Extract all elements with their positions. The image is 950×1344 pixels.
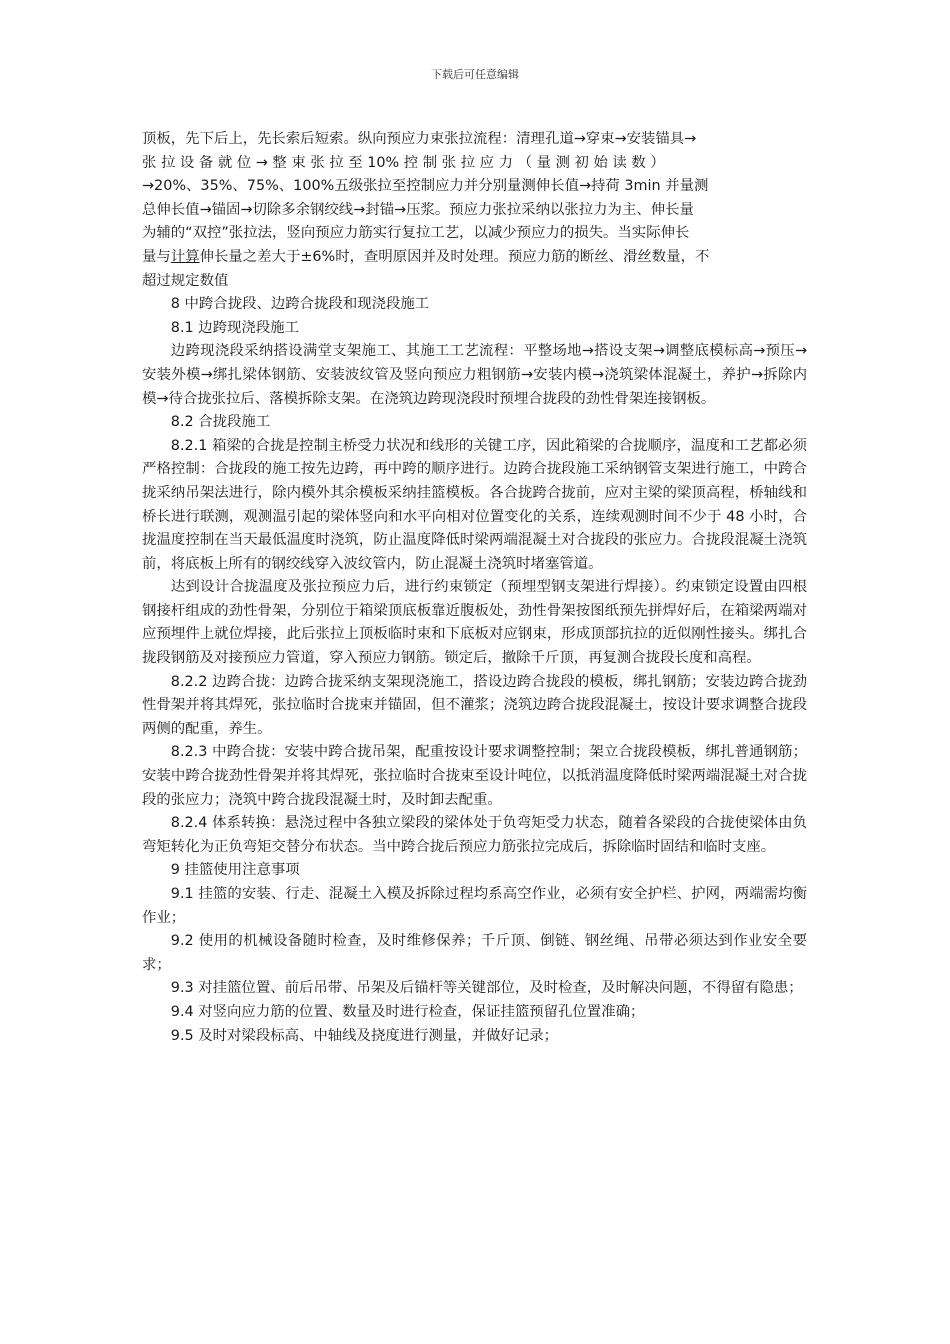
paragraph-9-3: 9.3 对挂篮位置、前后吊带、吊架及后锚杆等关键部位，及时检查，及时解决问题，不得留有隐患； [170, 980, 803, 997]
paragraph-line: 超过规定数值 [142, 272, 229, 289]
page-header: 下载后可任意编辑 [431, 68, 519, 81]
paragraph-9-2: 9.2 使用的机械设备随时检查，及时维修保养；千斤顶、倒链、钢丝绳、吊带必须达到作业安全要求； [142, 933, 807, 973]
document-body [142, 128, 807, 1048]
section-heading-9: 9 挂篮使用注意事项 [170, 862, 300, 879]
paragraph-8-2-1: 8.2.1 箱梁的合拢是控制主桥受力状况和线形的关键工序，因此箱梁的合拢顺序，温度和工艺都必须严格控制：合拢段的施工按先边跨，再中跨的顺序进行。边跨合拢段施工采纳钢管支架进行施工，中跨合拢采纳吊架法进行，除内模外其余模板采纳挂篮模板。各合拢跨合拢前，应对主梁的梁顶高程，桥轴线和桥长进行联测，观测温引起的梁体竖向和水平向相对位置变化的关系，连续观测时间不少于 48 小时，合拢温度控制在当天最低温度时浇筑，防止温度降低时梁两端混凝土对合拢段的张应力。合拢段混凝土浇筑前，将底板上所有的钢绞线穿入波纹管内，防止混凝土浇筑时堵塞管道。 [142, 437, 807, 572]
underlined-term: 计算 [170, 248, 200, 265]
paragraph-9-4: 9.4 对竖向应力筋的位置、数量及时进行检查，保证挂篮预留孔位置准确； [170, 1003, 645, 1020]
paragraph-9-1: 9.1 挂篮的安装、行走、混凝土入模及拆除过程均系高空作业，必须有安全护栏、护网，两端需均衡作业； [142, 886, 807, 926]
paragraph-line: 张 拉 设 备 就 位 → 整 束 张 拉 至 10% 控 制 张 拉 应 力 （ 量 测 初 始 读 数 ） [142, 154, 665, 171]
paragraph-line: →20%、35%、75%、100%五级张拉至控制应力并分别量测伸长值→持荷 3min 并量测 [142, 178, 709, 195]
text-span: 量与 [142, 248, 171, 265]
paragraph-8-2-3: 8.2.3 中跨合拢：安装中跨合拢吊架，配重按设计要求调整控制；架立合拢段模板，绑扎普通钢筋；安装中跨合拢劲性骨架并将其焊死，张拉临时合拢束至设计吨位，以抵消温度降低时梁两端混凝土对合拢段的张应力；浇筑中跨合拢段混凝土时，及时卸去配重。 [142, 744, 807, 808]
paragraph-8-1: 边跨现浇段采纳搭设满堂支架施工、其施工工艺流程：平整场地→搭设支架→调整底模标高→预压→安装外模→绑扎梁体钢筋、安装波纹管及竖向预应力粗钢筋→安装内模→浇筑梁体混凝土，养护→拆除内模→待合拢张拉后、落模拆除支架。在浇筑边跨现浇段时预埋合拢段的劲性骨架连接钢板。 [142, 343, 807, 407]
paragraph-line: 总伸长值→锚固→切除多余钢绞线→封锚→压浆。预应力张拉采纳以张拉力为主、伸长量 [142, 201, 694, 218]
subsection-heading-8-2: 8.2 合拢段施工 [170, 414, 271, 431]
section-heading-8: 8 中跨合拢段、边跨合拢段和现浇段施工 [170, 296, 430, 313]
text-span: 伸长量之差大于±6%时，查明原因并及时处理。预应力筋的断丝、滑丝数量，不 [199, 248, 710, 265]
paragraph-line [142, 246, 807, 270]
paragraph-line: 顶板，先下后上，先长索后短索。纵向预应力束张拉流程：清理孔道→穿束→安装锚具→ [142, 131, 697, 147]
paragraph-8-2-4: 8.2.4 体系转换：悬浇过程中各独立梁段的梁体处于负弯矩受力状态，随着各梁段的合拢使梁体由负弯矩转化为正负弯矩交替分布状态。当中跨合拢后预应力筋张拉完成后，拆除临时固结和临时支座。 [142, 815, 807, 855]
subsection-heading-8-1: 8.1 边跨现浇段施工 [170, 319, 299, 336]
paragraph-8-2-1-continued: 达到设计合拢温度及张拉预应力后，进行约束锁定（预埋型钢支架进行焊接）。约束锁定设置由四根钢接杆组成的劲性骨架，分别位于箱梁顶底板靠近腹板处，劲性骨架按图纸预先拼焊好后，在箱梁两端对应预埋件上就位焊接，此后张拉上顶板临时束和下底板对应钢束，形成顶部抗拉的近似刚性接头。绑扎合拢段钢筋及对接预应力管道，穿入预应力钢筋。锁定后，撤除千斤顶，再复测合拢段长度和高程。 [142, 579, 807, 667]
paragraph-8-2-2: 8.2.2 边跨合拢：边跨合拢采纳支架现浇施工，搭设边跨合拢段的模板，绑扎钢筋；安装边跨合拢劲性骨架并将其焊死，张拉临时合拢束并锚固，但不灌浆；浇筑边跨合拢段混凝土，按设计要求调整合拢段两侧的配重，养生。 [142, 673, 807, 737]
paragraph-line: 为辅的“双控”张拉法，竖向预应力筋实行复拉工艺，以减少预应力的损失。当实际伸长 [142, 225, 690, 242]
paragraph-9-5: 9.5 及时对梁段标高、中轴线及挠度进行测量，并做好记录； [170, 1027, 559, 1044]
